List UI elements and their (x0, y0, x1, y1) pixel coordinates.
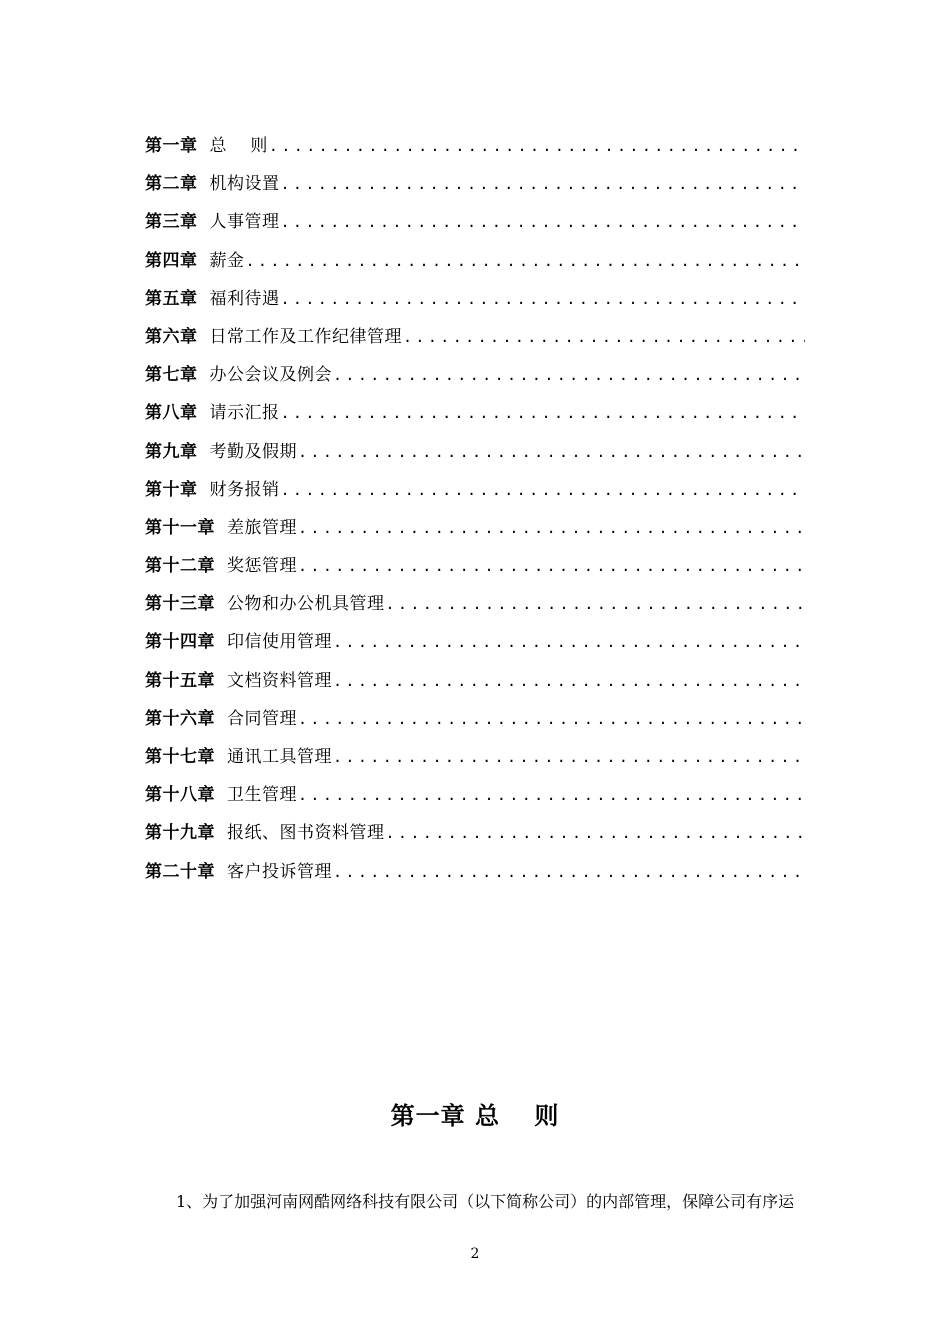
chapter-heading: 第一章 总 则 (390, 1102, 560, 1130)
toc-dot-leader (298, 786, 805, 804)
toc-entry[interactable] (145, 131, 805, 169)
toc-dot-leader (281, 213, 806, 231)
toc-dot-leader (281, 290, 806, 308)
toc-chapter-number: 第十二章 (145, 556, 215, 577)
toc-dot-leader (281, 175, 806, 193)
toc-chapter-title: 奖惩管理 (227, 556, 297, 577)
toc-entry[interactable] (145, 627, 805, 665)
toc-dot-leader (281, 404, 806, 422)
toc-chapter-number: 第十六章 (145, 708, 215, 729)
toc-dot-leader (403, 328, 805, 346)
toc-entry[interactable] (145, 169, 805, 207)
toc-entry[interactable] (145, 818, 805, 856)
toc-chapter-number: 第四章 (145, 250, 198, 271)
toc-chapter-title: 福利待遇 (209, 288, 280, 309)
toc-chapter-title: 日常工作及工作纪律管理 (209, 326, 402, 347)
toc-dot-leader (281, 481, 806, 499)
toc-chapter-number: 第六章 (145, 326, 198, 347)
toc-chapter-number: 第十四章 (145, 632, 215, 653)
toc-chapter-title: 薪金 (209, 250, 245, 271)
toc-chapter-title: 通讯工具管理 (227, 747, 332, 767)
toc-dot-leader (333, 748, 805, 766)
toc-chapter-title: 印信使用管理 (227, 632, 332, 653)
toc-chapter-title: 考勤及假期 (209, 441, 297, 462)
toc-chapter-title: 合同管理 (227, 708, 297, 729)
toc-dot-leader (298, 519, 805, 537)
toc-entry[interactable] (145, 857, 805, 895)
toc-chapter-number: 第三章 (145, 212, 198, 233)
toc-entry[interactable] (145, 513, 805, 551)
toc-chapter-title: 客户投诉管理 (227, 861, 332, 882)
toc-chapter-title: 卫生管理 (227, 785, 297, 806)
body-paragraph: 1、为了加强河南网酷网络科技有限公司（以下简称公司）的内部管理，保障公司有序运 (176, 1192, 795, 1211)
toc-chapter-title: 报纸、图书资料管理 (227, 823, 385, 844)
toc-chapter-title: 总 则 (209, 136, 268, 156)
toc-entry[interactable] (145, 742, 805, 780)
toc-dot-leader (333, 672, 805, 690)
toc-entry[interactable] (145, 322, 805, 360)
toc-entry[interactable] (145, 551, 805, 589)
toc-chapter-title: 差旅管理 (227, 517, 297, 538)
toc-entry[interactable] (145, 360, 805, 398)
toc-chapter-number: 第二章 (145, 174, 198, 195)
toc-dot-leader (386, 824, 806, 842)
toc-chapter-number: 第九章 (145, 441, 198, 462)
toc-entry[interactable] (145, 589, 805, 627)
toc-chapter-number: 第十三章 (145, 594, 215, 615)
toc-dot-leader (386, 595, 806, 613)
toc-chapter-title: 财务报销 (209, 479, 280, 500)
toc-chapter-number: 第一章 (145, 136, 198, 156)
toc-chapter-title: 人事管理 (209, 212, 280, 233)
toc-dot-leader (298, 710, 805, 728)
toc-entry[interactable] (145, 284, 805, 322)
toc-chapter-number: 第十七章 (145, 747, 215, 767)
toc-chapter-number: 第七章 (145, 365, 198, 386)
toc-dot-leader (298, 557, 805, 575)
toc-chapter-title: 机构设置 (209, 174, 280, 195)
toc-chapter-number: 第十五章 (145, 670, 215, 691)
toc-chapter-title: 文档资料管理 (227, 670, 332, 691)
toc-chapter-number: 第十九章 (145, 823, 215, 844)
toc-entry[interactable] (145, 704, 805, 742)
toc-chapter-number: 第十八章 (145, 785, 215, 806)
table-of-contents (145, 131, 805, 895)
toc-chapter-number: 第八章 (145, 403, 198, 424)
toc-chapter-title: 请示汇报 (209, 403, 280, 424)
toc-chapter-number: 第二十章 (145, 861, 215, 882)
toc-entry[interactable] (145, 246, 805, 284)
toc-dot-leader (246, 252, 806, 270)
toc-dot-leader (298, 443, 805, 461)
page-number: 2 (470, 1246, 480, 1262)
toc-entry[interactable] (145, 207, 805, 245)
toc-dot-leader (333, 366, 805, 384)
toc-chapter-number: 第十一章 (145, 517, 215, 538)
toc-chapter-title: 办公会议及例会 (209, 365, 332, 386)
toc-chapter-number: 第五章 (145, 288, 198, 309)
toc-dot-leader (333, 863, 805, 881)
toc-entry[interactable] (145, 475, 805, 513)
toc-entry[interactable] (145, 666, 805, 704)
toc-dot-leader (269, 137, 805, 155)
toc-chapter-title: 公物和办公机具管理 (227, 594, 385, 615)
toc-dot-leader (333, 633, 805, 651)
toc-entry[interactable] (145, 398, 805, 436)
toc-chapter-number: 第十章 (145, 479, 198, 500)
toc-entry[interactable] (145, 437, 805, 475)
toc-entry[interactable] (145, 780, 805, 818)
